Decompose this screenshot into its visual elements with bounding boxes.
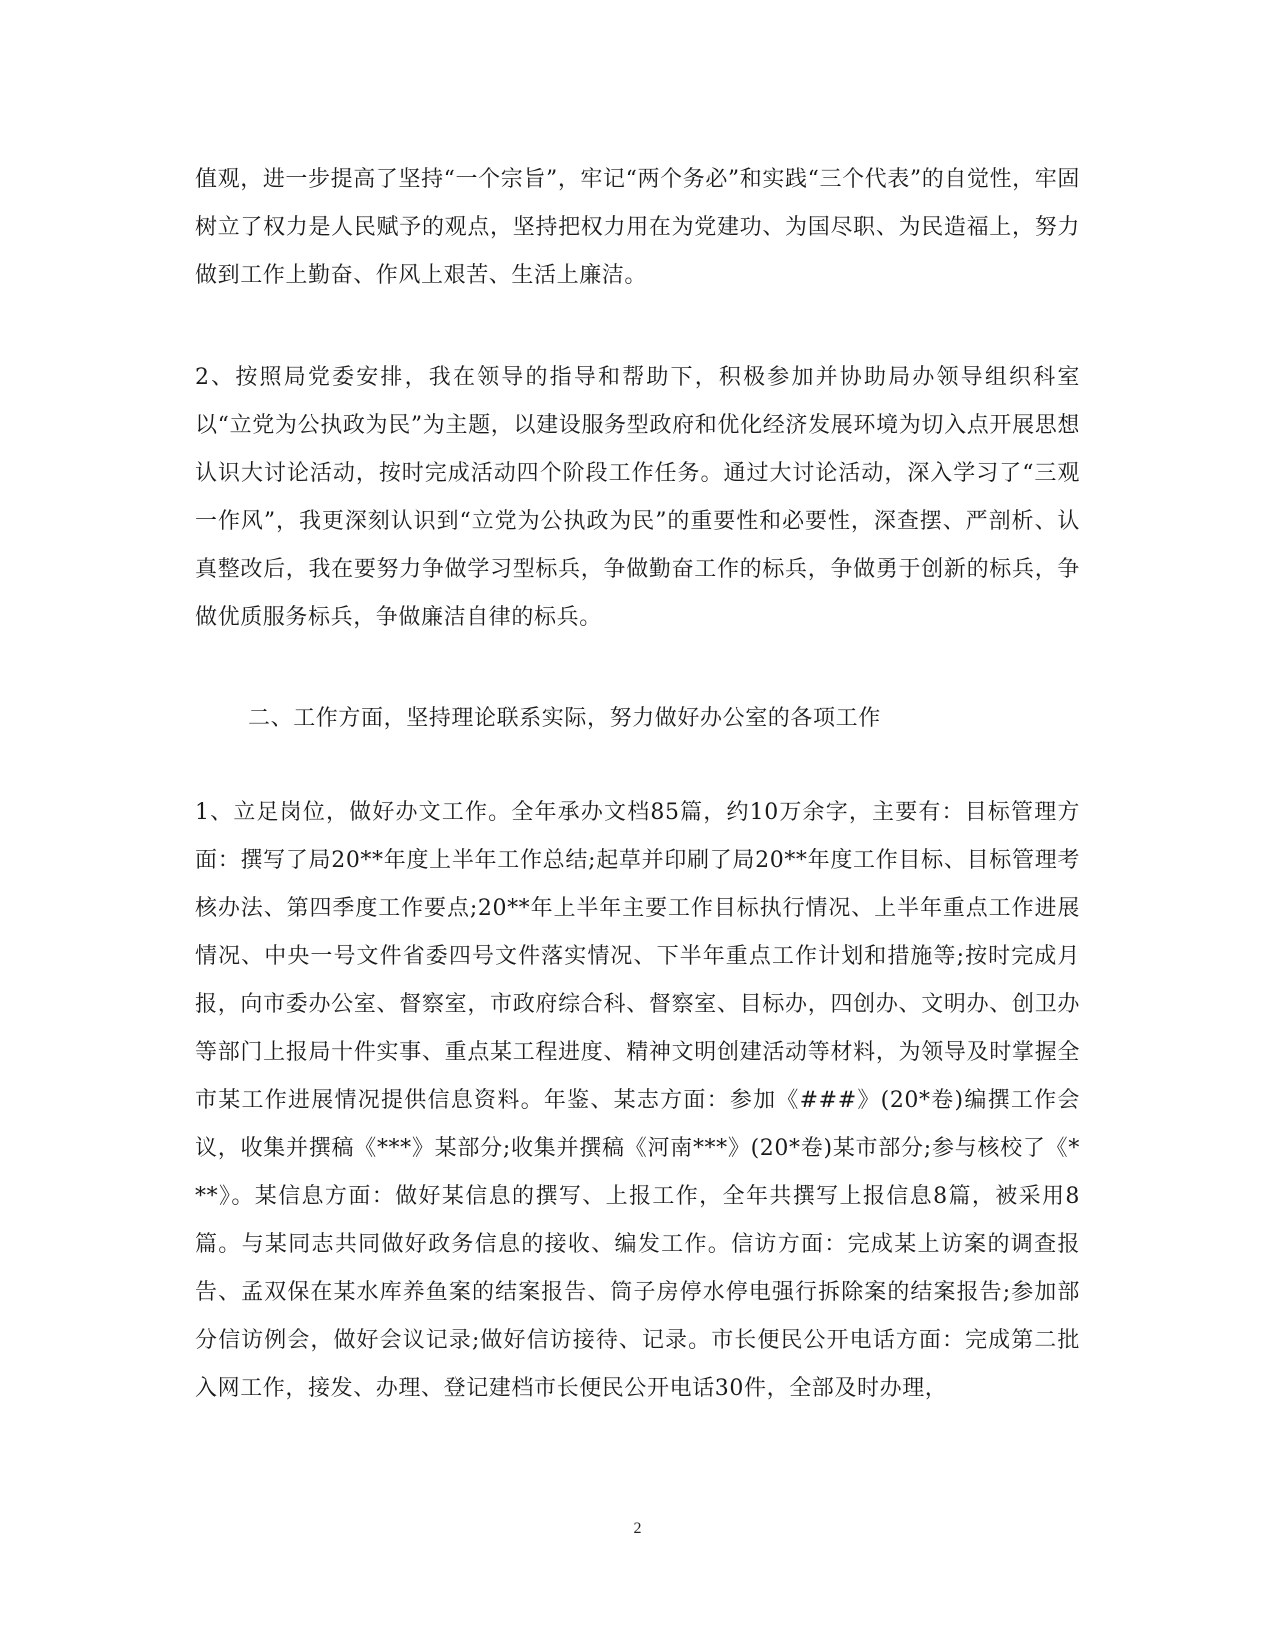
body-paragraph: 值观，进一步提高了坚持“一个宗旨”，牢记“两个务必”和实践“三个代表”的自觉性，牢固树立了权力是人民赋予的观点，坚持把权力用在为党建功、为国尽职、为民造福上，努力做到工作上勤奋、作风上艰苦、生活上廉洁。	[195, 167, 1080, 288]
body-paragraph: 1、立足岗位，做好办文工作。全年承办文档85篇，约10万余字，主要有：目标管理方面：撰写了局20**年度上半年工作总结;起草并印刷了局20**年度工作目标、目标管理考核办法、第四季度工作要点;20**年上半年主要工作目标执行情况、上半年重点工作进展情况、中央一号文件省委四号文件落实情况、下半年重点工作计划和措施等;按时完成月报，向市委办公室、督察室，市政府综合科、督察室、目标办，四创办、文明办、创卫办等部门上报局十件实事、重点某工程进度、精神文明创建活动等材料，为领导及时掌握全市某工作进展情况提供信息资料。年鉴、某志方面：参加《###》(20*卷)编撰工作会议，收集并撰稿《***》某部分;收集并撰稿《河南***》(20*卷)某市部分;参与核校了《***》。某信息方面：做好某信息的撰写、上报工作，全年共撰写上报信息8篇，被采用8篇。与某同志共同做好政务信息的接收、编发工作。信访方面：完成某上访案的调查报告、孟双保在某水库养鱼案的结案报告、筒子房停水停电强行拆除案的结案报告;参加部分信访例会，做好会议记录;做好信访接待、记录。市长便民公开电话方面：完成第二批入网工作，接发、办理、登记建档市长便民公开电话30件，全部及时办理，	[195, 800, 1080, 1401]
page-number: 2	[633, 1520, 642, 1537]
section-heading: 二、工作方面，坚持理论联系实际，努力做好办公室的各项工作	[248, 706, 881, 731]
body-paragraph: 2、按照局党委安排，我在领导的指导和帮助下，积极参加并协助局办领导组织科室以“立党为公执政为民”为主题，以建设服务型政府和优化经济发展环境为切入点开展思想认识大讨论活动，按时完成活动四个阶段工作任务。通过大讨论活动，深入学习了“三观一作风”，我更深刻认识到“立党为公执政为民”的重要性和必要性，深查摆、严剖析、认真整改后，我在要努力争做学习型标兵，争做勤奋工作的标兵，争做勇于创新的标兵，争做优质服务标兵，争做廉洁自律的标兵。	[195, 365, 1080, 630]
